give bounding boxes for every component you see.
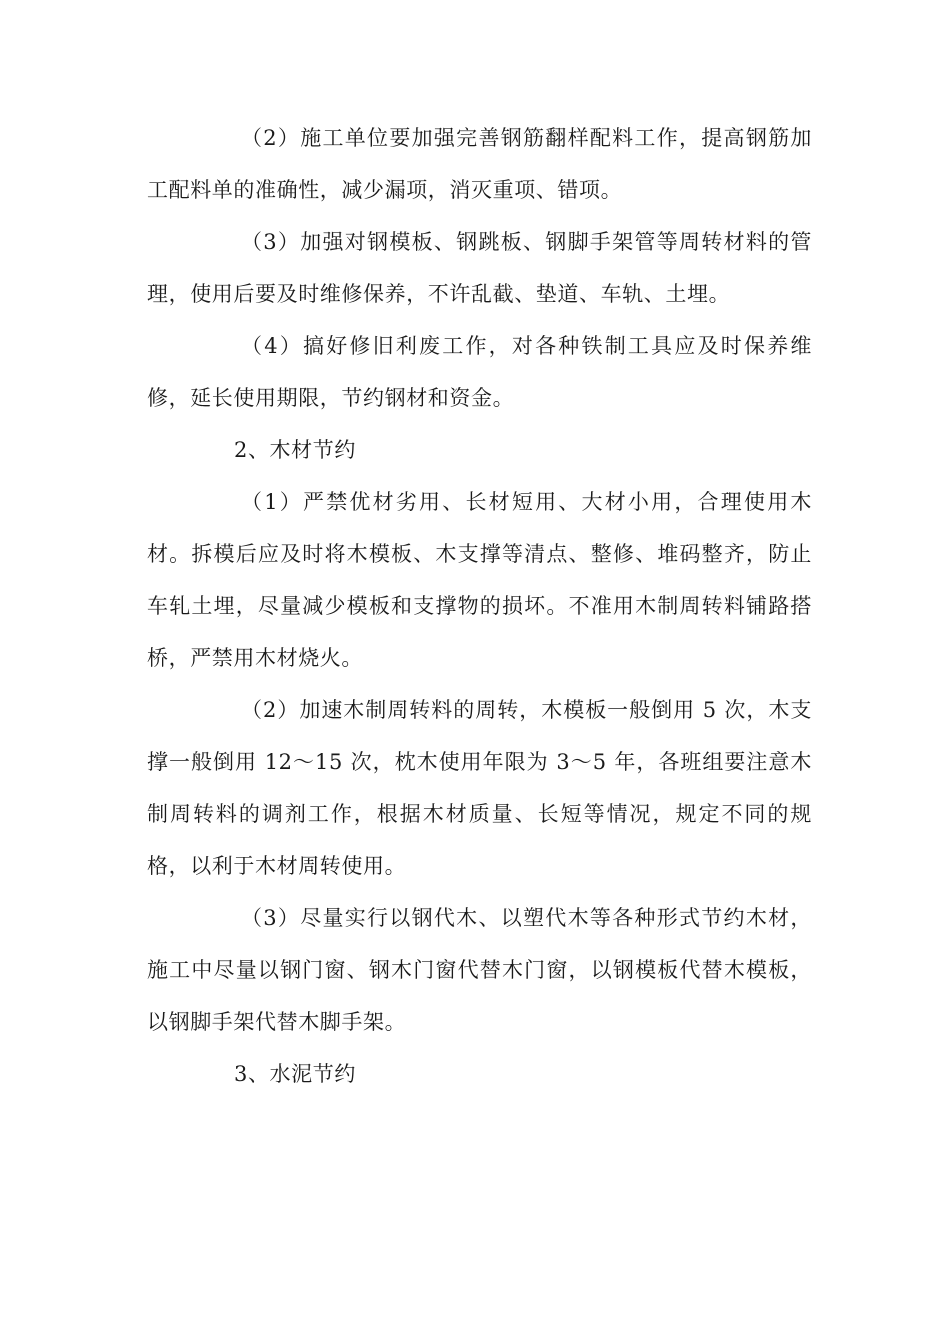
paragraph-steel-4: （4）搞好修旧利废工作，对各种铁制工具应及时保养维修，延长使用期限，节约钢材和资金。: [147, 334, 812, 410]
paragraph-wood-2: （2）加速木制周转料的周转，木模板一般倒用 5 次，木支撑一般倒用 12～15 次，枕木使用年限为 3～5 年，各班组要注意木制周转料的调剂工作，根据木材质量、长短等情况，规定不同的规格，以利于木材周转使用。: [147, 698, 812, 878]
section-heading-cement: 3、水泥节约: [234, 1062, 356, 1086]
paragraph-wood-3: （3）尽量实行以钢代木、以塑代木等各种形式节约木材，施工中尽量以钢门窗、钢木门窗代替木门窗，以钢模板代替木模板，以钢脚手架代替木脚手架。: [147, 906, 812, 1034]
paragraph-wood-1: （1）严禁优材劣用、长材短用、大材小用，合理使用木材。拆模后应及时将木模板、木支撑等清点、整修、堆码整齐，防止车轧土埋，尽量减少模板和支撑物的损坏。不准用木制周转料铺路搭桥，严禁用木材烧火。: [147, 490, 812, 670]
section-heading-wood: 2、木材节约: [234, 438, 356, 462]
paragraph-steel-2: （2）施工单位要加强完善钢筋翻样配料工作，提高钢筋加工配料单的准确性，减少漏项，消灭重项、错项。: [147, 126, 812, 202]
paragraph-steel-3: （3）加强对钢模板、钢跳板、钢脚手架管等周转材料的管理，使用后要及时维修保养，不许乱截、垫道、车轨、土埋。: [147, 230, 812, 306]
document-body: [147, 112, 812, 1100]
